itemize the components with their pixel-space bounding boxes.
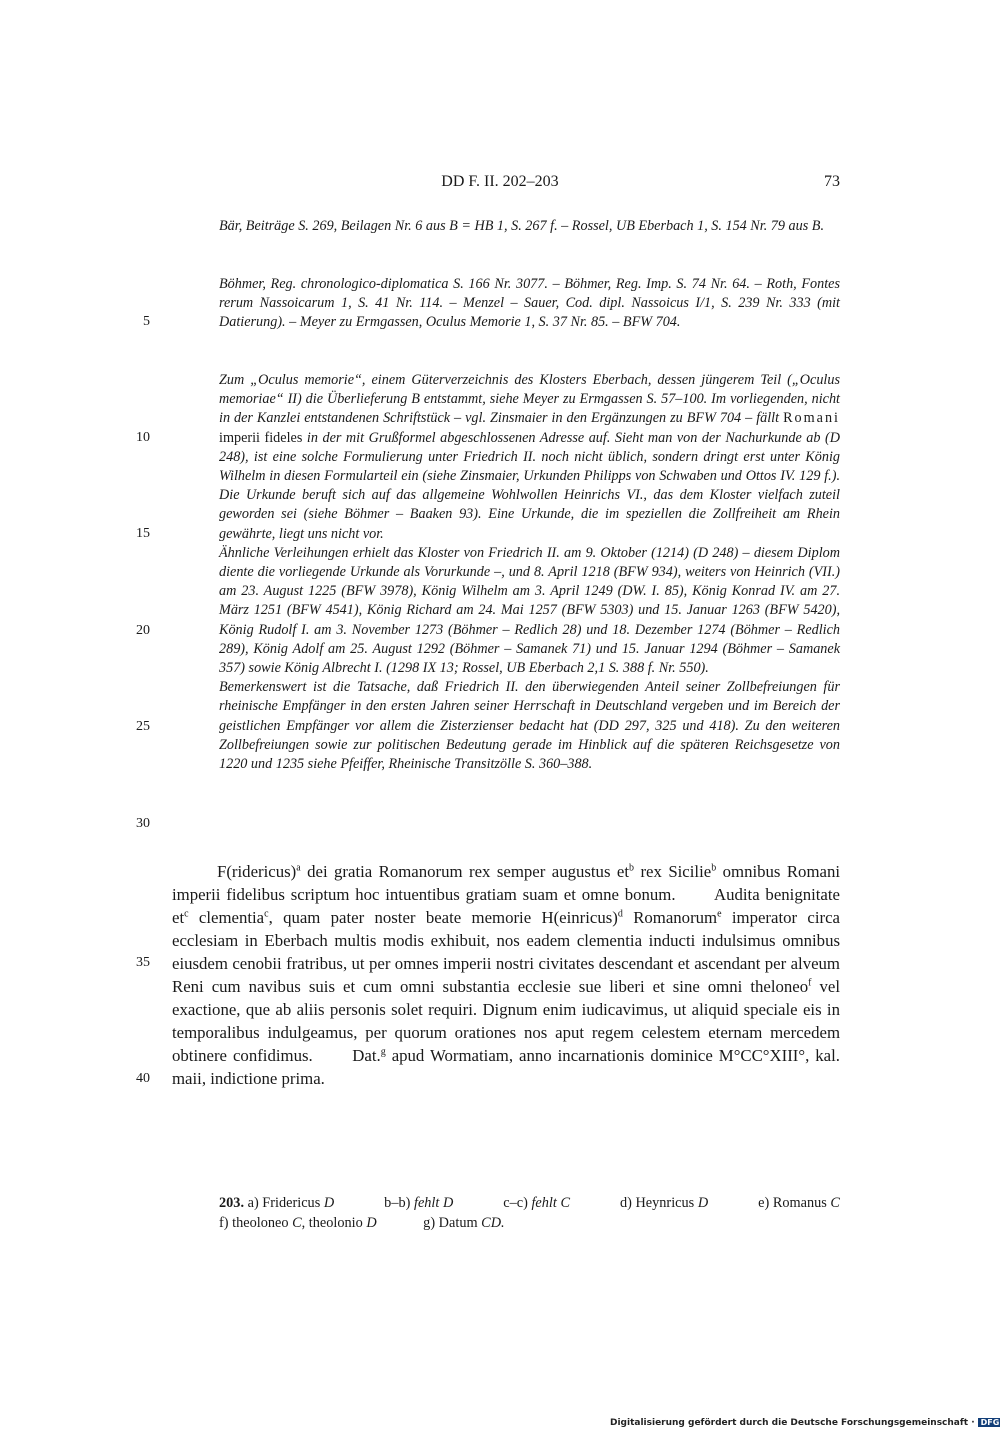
line-number: 35	[136, 955, 150, 970]
line-number: 5	[143, 314, 150, 329]
footnote-row	[219, 1193, 840, 1213]
commentary-paragraph-3: Bemerkenswert ist die Tatsache, daß Friedrich II. den überwiegenden Anteil seiner Zollbefreiungen für rheinische Empfänger in den ersten Jahren seiner Herrschaft in Deutschland vergeben und im Bereich der geistlichen Empfänger vor allem die Zisterzienser bedacht hat (DD 297, 325 und 418). Zu den weiteren Zollbefreiungen sowie zur politischen Bedeutung gerade im Hinblick auf die späteren Reichsgesetze von 1220 und 1235 siehe Pfeiffer, Rheinische Transitzölle S. 360–388.	[219, 679, 840, 773]
line-number: 15	[136, 526, 150, 541]
dfg-logo: DFG	[978, 1418, 1000, 1427]
line-number: 20	[136, 623, 150, 638]
charter-paragraph: F(ridericus)$^a$ dei gratia Romanorum rex semper augustus $et^b$ rex Sicilie$^b$ omnibus Romani imperii fidelibus scriptum hoc intuentibus gratiam suam et omne bonum. Audita benignitate $et^c$ clementia$^c$, quam pater noster beate memorie H(einricus)$^d$ Romanorum$^e$ imperator circa ecclesiam in Eberbach multis modis exhibuit, nos eadem clementia inducti indulsimus omnibus eiusdem cenobii fratribus, ut per omnes imperii nostri civitates descendant et ascendant per alveum Reni cum navibus suis et cum omni substantia ecclesie sue liberi et sine omni theloneo$^f$ vel exactione, que ab aliis personis solet requiri. Dignum enim iudicavimus, ut aliquid speciale eis in temporalibus indulgeamus, per quorum orationes nos aput regem celestem eternam mercedem obtinere confidimus. Dat.$^g$ apud Wormatiam, anno incarnationis dominice M°CC°XIII°, kal. maii, indictione prima.	[172, 862, 841, 1088]
footnote-e: e) Romanus C	[758, 1195, 840, 1211]
upright-term: imperii fideles	[219, 429, 303, 446]
footnote-c: c–c) fehlt C	[503, 1195, 570, 1211]
line-number: 40	[136, 1071, 150, 1086]
commentary	[219, 371, 840, 774]
footnote-d: d) Heynricus D	[619, 1195, 709, 1211]
commentary-paragraph-1: Zum „Oculus memorie“, einem Güterverzeichnis des Klosters Eberbach, dessen jüngerem Teil („Oculus memoriae“ II) die Überlieferung B entstammt, siehe Meyer zu Ermgassen S. 57–100. Im vorliegenden, nicht in der Kanzlei entstandenen Schriftstück – vgl. Zinsmaier in den Ergänzungen zu BFW 704 – fällt Romani imperii fideles in der mit Grußformel abgeschlossenen Adresse auf. Sieht man von der Nachurkunde ab (D 248), ist eine solche Formulierung unter Friedrich II. noch nicht üblich, sondern dringt erst unter König Wilhelm in diesen Formularteil ein (siehe Zinsmaier, Urkunden Philipps von Schwaben und Ottos IV. 129 f.). Die Urkunde beruft sich auf das allgemeine Wohlwollen Heinrichs VI., das dem Kloster vielfach zuteil geworden sei (siehe Böhmer – Baaken 93). Eine Urkunde, die im speziellen die Zollfreiheit am Rhein gewährte, liegt uns nicht vor.	[219, 372, 840, 542]
running-header: DD F. II. 202–203	[441, 173, 559, 190]
source-tradition: Bär, Beiträge S. 269, Beilagen Nr. 6 aus B = HB 1, S. 267 f. – Rossel, UB Eberbach 1, S. 154 Nr. 79 aus B.	[219, 218, 825, 234]
footnote-g: g) Datum CD.	[423, 1215, 505, 1231]
line-number: 10	[136, 430, 150, 445]
commentary-paragraph-2: Ähnliche Verleihungen erhielt das Kloster von Friedrich II. am 9. Oktober (1214) (D 248) – diesem Diplom diente die vorliegende Urkunde als Vorurkunde –, und 8. April 1218 (BFW 934), weiters von Heinrich (VII.) am 23. August 1225 (BFW 3978), König Wilhelm am 3. April 1249 (DW. I. 85), König Konrad IV. am 27. März 1251 (BFW 4541), König Richard am 24. Mai 1257 (BFW 5303) und 15. Januar 1263 (BFW 5420), König Rudolf I. am 3. November 1273 (Böhmer – Redlich 28) und 18. Dezember 1274 (Böhmer – Redlich 289), König Adolf am 25. August 1292 (Böhmer – Samanek 71) und 15. Januar 1294 (Böhmer – Samanek 357) sowie König Albrecht I. (1298 IX 13; Rossel, UB Eberbach 2,1 S. 388 f. Nr. 550).	[219, 544, 840, 677]
footnote-a: 203. a) Fridericus D	[219, 1195, 335, 1211]
footnote-b: b–b) fehlt D	[384, 1195, 454, 1211]
footnote-f: f) theoloneo C, theolonio D	[219, 1215, 377, 1231]
line-number: 30	[136, 816, 150, 831]
critical-apparatus	[219, 1193, 840, 1233]
spaced-term: Romani	[783, 410, 840, 427]
page-number: 73	[824, 173, 840, 190]
footnote-row	[219, 1213, 840, 1233]
line-number: 25	[136, 719, 150, 734]
funding-notice: Digitalisierung gefördert durch die Deutsche Forschungsgemeinschaft · DFG	[610, 1418, 990, 1432]
charter-text	[172, 860, 840, 1090]
source-editions: Böhmer, Reg. chronologico-diplomatica S. 166 Nr. 3077. – Böhmer, Reg. Imp. S. 74 Nr. 64. – Roth, Fontes rerum Nassoicarum 1, S. 41 Nr. 114. – Menzel – Sauer, Cod. dipl. Nassoicus I/1, S. 239 Nr. 333 (mit Datierung). – Meyer zu Ermgassen, Oculus Memorie 1, S. 37 Nr. 85. – BFW 704.	[219, 276, 840, 331]
